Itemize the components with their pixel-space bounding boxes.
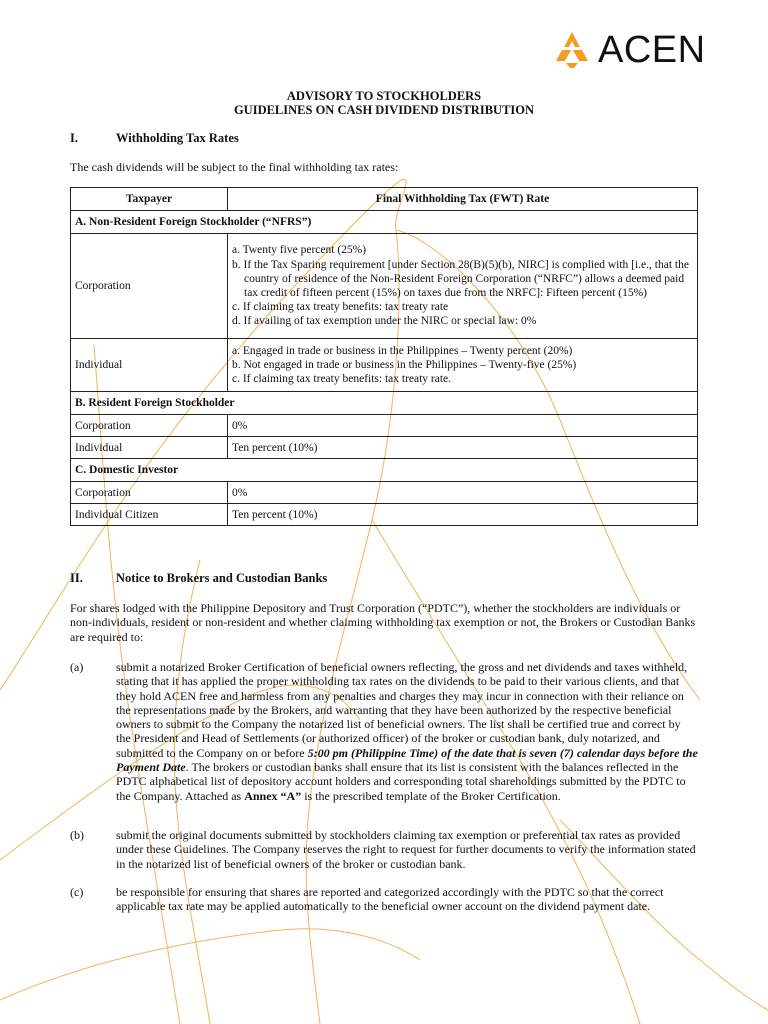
domestic-individual-rate: Ten percent (10%) [228, 504, 698, 526]
nfrs-corporation-rates [228, 234, 698, 339]
item-a-label: (a) [70, 660, 84, 674]
table-row [71, 437, 698, 459]
table-section-row [71, 392, 698, 415]
table-section-row [71, 211, 698, 234]
item-c-body: be responsible for ensuring that shares are reported and categorized accordingly with the PDTC so that the correct applicable tax rate may be applied automatically to the beneficial owner account on the dividend payment date. [116, 885, 664, 914]
item-a-body [116, 660, 698, 803]
section1-heading: Withholding Tax Rates [116, 131, 239, 145]
item-b-label: (b) [70, 828, 84, 842]
section1-intro: The cash dividends will be subject to the final withholding tax rates: [70, 160, 399, 174]
section-domestic-title: C. Domestic Investor [71, 459, 698, 482]
item-a-text: submit a notarized Broker Certification of beneficial owners reflecting, the gross and net dividends and taxes withheld, stating that it has applied the proper withholding tax rates on the dividends to be paid to their various clients, and that they hold ACEN free and harmless from any penalties and charges they may incur in connection with their reliance on the representations made by the Brokers, and warranting that they have been authorized by the respective beneficial owners to submit to the Company the notarized list of beneficial owners. The list shall be certified true and correct by the President and Head of Settlements (or authorized officer) of the broker or custodian bank, duly notarized, and submitted to the Company on or before [116, 660, 688, 760]
item-c-label: (c) [70, 885, 84, 899]
section1-number: I. [70, 131, 78, 145]
watermark-curve-6 [0, 929, 420, 1000]
domestic-corporation-rate: 0% [228, 482, 698, 504]
table-row [71, 482, 698, 504]
nfrs-individual-rates [228, 339, 698, 392]
rfs-individual-rate: Ten percent (10%) [228, 437, 698, 459]
table-row [71, 504, 698, 526]
item-a-text-cont: . The brokers or custodian banks shall ensure that its list is consistent with the balances reflected in the PDTC alphabetical list of depository account holders and corresponding total shareholdings submitted by the PDTC to the Company. Attached as [116, 760, 686, 803]
header-taxpayer: Taxpayer [71, 188, 228, 211]
list-item: b. Not engaged in trade or business in the Philippines – Twenty-five (25%) [232, 358, 577, 371]
rfs-individual-label: Individual [71, 437, 228, 459]
domestic-corporation-label: Corporation [71, 482, 228, 504]
acen-logo-text: ACEN [598, 29, 706, 71]
section2-number: II. [70, 571, 83, 585]
list-item: b. If the Tax Sparing requirement [under Section 28(B)(5)(b), NIRC] is complied with [i.e., that the country of residence of the Non-Resident Foreign Corporation (“NRFC”) allows a deemed paid tax credit of fifteen percent (15%) on taxes due from the NRFC]: Fifteen percent (15%) [232, 258, 689, 299]
table-header-row [71, 188, 698, 211]
section-rfs-title: B. Resident Foreign Stockholder [71, 392, 698, 415]
domestic-individual-label: Individual Citizen [71, 504, 228, 526]
document-title: ADVISORY TO STOCKHOLDERS [286, 89, 482, 103]
list-item: a. Engaged in trade or business in the Philippines – Twenty percent (20%) [232, 344, 573, 357]
section-nfrs-title: A. Non-Resident Foreign Stockholder (“NFRS”) [71, 211, 698, 234]
item-a-text-end: is the prescribed template of the Broker Certification. [301, 788, 561, 803]
rfs-corporation-label: Corporation [71, 415, 228, 437]
rfs-corporation-rate: 0% [228, 415, 698, 437]
list-item: c. If claiming tax treaty benefits: tax treaty rate. [232, 373, 452, 386]
nfrs-corporation-label: Corporation [71, 234, 228, 339]
section2-heading: Notice to Brokers and Custodian Banks [116, 571, 328, 585]
item-a-annex: Annex “A” [244, 788, 302, 803]
item-a-deadline: 5:00 pm (Philippine Time) of the date that is seven (7) calendar days before the Payment Date [116, 745, 698, 775]
table-section-row [71, 459, 698, 482]
list-item: c. If claiming tax treaty benefits: tax treaty rate [232, 301, 449, 314]
withholding-tax-table [70, 187, 698, 526]
header-fwt-rate: Final Withholding Tax (FWT) Rate [228, 188, 698, 211]
table-row [71, 339, 698, 392]
item-b-body: submit the original documents submitted by stockholders claiming tax exemption or preferential tax rates as provided under these Guidelines. The Company reserves the right to request for further documents to verify the information stated in the notarized list of beneficial owners of the broker or custodian bank. [116, 828, 696, 871]
document-subtitle: GUIDELINES ON CASH DIVIDEND DISTRIBUTION [233, 103, 535, 117]
acen-logo [552, 30, 706, 70]
nfrs-individual-label: Individual [71, 339, 228, 392]
acen-logo-mark-icon [552, 30, 592, 70]
table-row [71, 415, 698, 437]
section2-intro: For shares lodged with the Philippine Depository and Trust Corporation (“PDTC”), whether the stockholders are individuals or non-individuals, resident or non-resident and whether claiming withholding tax exemption or not, the Brokers or Custodian Banks are required to: [70, 601, 696, 644]
list-item: a. Twenty five percent (25%) [232, 244, 367, 257]
list-item: d. If availing of tax exemption under the NIRC or special law: 0% [232, 315, 537, 328]
table-row [71, 234, 698, 339]
